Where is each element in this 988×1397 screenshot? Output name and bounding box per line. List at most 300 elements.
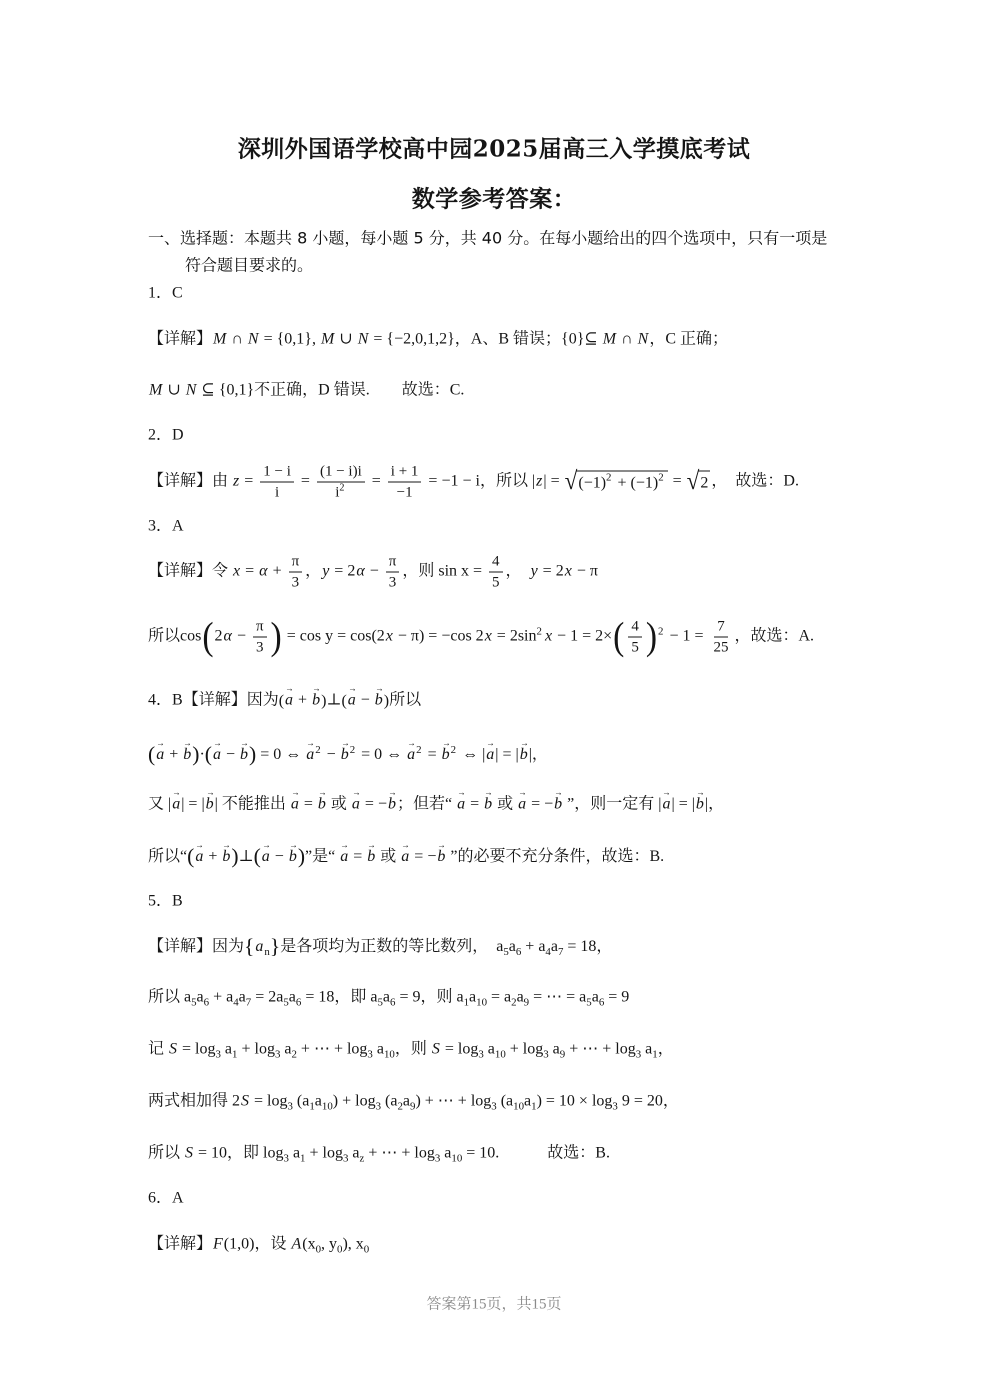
text-run: ，: [305, 562, 322, 580]
fraction: [260, 463, 294, 502]
text-run: 【详解】因为: [148, 938, 245, 956]
subscript: 10: [513, 1100, 525, 1113]
text-run: a: [314, 1092, 322, 1110]
text-run: 9 = 20，: [617, 1092, 679, 1110]
text-run: + (−1): [613, 474, 659, 492]
subscript: 5: [377, 996, 383, 1009]
superscript: 2: [450, 743, 457, 756]
text-run: 记: [148, 1040, 169, 1058]
text-run: 7: [717, 618, 725, 635]
text-run: a: [469, 988, 477, 1006]
text-run: | =: [543, 472, 564, 490]
math-variable: z: [233, 472, 240, 490]
text-run: ) + ⋯ + log: [415, 1092, 492, 1110]
text-run: a: [516, 988, 524, 1006]
fraction-denominator: [253, 638, 267, 657]
bracket: ): [249, 741, 257, 766]
question-3-answer: [148, 517, 184, 538]
vector: a →: [400, 847, 410, 866]
text-run: a: [238, 988, 246, 1006]
answer-choice: B: [172, 892, 183, 910]
subscript: 0: [315, 1243, 322, 1256]
math-variable: α: [259, 562, 268, 580]
text-run: + log: [305, 1144, 343, 1162]
vector: a →: [339, 847, 349, 866]
large-paren: (: [202, 615, 214, 658]
fraction-denominator: [289, 573, 303, 592]
text-run: 或: [326, 795, 351, 813]
text-run: ·: [199, 746, 205, 764]
question-number: 3．: [148, 517, 173, 535]
text-run: −: [322, 746, 340, 764]
bracket: ): [321, 692, 327, 710]
text-run: = 9: [604, 988, 630, 1006]
text-run: = 0 ⇔: [357, 746, 407, 764]
text-run: 1 − i: [263, 463, 291, 480]
bracket: (: [278, 692, 285, 710]
vector: b →: [553, 795, 563, 814]
text-run: = 2: [330, 562, 356, 580]
math-variable: N: [637, 330, 649, 348]
subscript: 5: [283, 996, 289, 1009]
text-run: − 1 =: [665, 627, 708, 645]
text-run: = −: [360, 795, 387, 813]
text-run: − π) = −cos 2: [393, 627, 484, 645]
fraction-denominator: [386, 573, 400, 592]
text-run: +: [268, 562, 286, 580]
text-run: a: [220, 1040, 233, 1058]
text-run: π: [255, 618, 264, 635]
text-run: 3: [291, 574, 300, 591]
question-6-detail-line-1: [148, 1235, 369, 1256]
subscript: 3: [274, 1048, 281, 1061]
text-run: (−1): [578, 474, 607, 492]
text-run: = a: [487, 988, 512, 1006]
math-variable: S: [431, 1040, 440, 1058]
large-paren: ): [270, 615, 282, 658]
text-run: ⇔ |: [458, 746, 486, 764]
text-run: 故选：B.: [499, 1144, 610, 1162]
page-footer: 答案第15页，共15页: [426, 1296, 562, 1313]
text-run: = cos y = cos(2: [282, 627, 385, 645]
text-run: −: [232, 627, 250, 645]
text-run: 5: [492, 574, 500, 591]
math-variable: M: [320, 330, 335, 348]
subscript: 10: [451, 1152, 463, 1165]
fraction-numerator: [260, 463, 294, 483]
fraction-numerator: [253, 618, 267, 638]
text-run: = 18，即 a: [301, 988, 378, 1006]
text-run: 3: [256, 639, 264, 656]
text-run: ∪: [163, 381, 185, 399]
subscript: 1: [463, 996, 470, 1009]
question-5-detail-line-2: [148, 988, 629, 1009]
math-variable: y: [530, 562, 538, 580]
subscript: 9: [410, 1100, 416, 1113]
answer-choice: D: [172, 426, 184, 444]
question-4-answer: [148, 691, 421, 712]
subscript: 1: [531, 1100, 537, 1113]
subscript: 4: [545, 946, 551, 959]
question-5-detail-line-3: [148, 1040, 674, 1061]
text-run: ；但若“: [396, 795, 457, 813]
subscript: 2: [397, 1100, 403, 1113]
math-variable: S: [241, 1092, 250, 1110]
subscript: 3: [375, 1100, 382, 1113]
text-run: | 不能推出: [214, 795, 290, 813]
text-run: + ⋯ + log: [296, 1040, 368, 1058]
text-run: a: [550, 938, 558, 956]
subscript: 9: [523, 996, 530, 1009]
text-run: ，A、B 错误；: [454, 330, 562, 348]
bracket: (: [204, 741, 212, 766]
superscript: 2: [658, 625, 664, 638]
text-run: + log: [237, 1040, 275, 1058]
bracket: (: [253, 843, 261, 868]
text-run: | = |: [671, 795, 695, 813]
text-run: ”，则一定有 |: [563, 795, 662, 813]
text-run: + ⋯ + log: [565, 1040, 636, 1058]
question-6-answer: [148, 1189, 184, 1210]
vector: b →: [441, 745, 451, 764]
subscript: n: [264, 946, 270, 959]
subscript: 2: [291, 1048, 297, 1061]
text-run: ，则 sin x =: [402, 562, 487, 580]
square-root: [686, 467, 711, 496]
text-run: = 2a: [251, 988, 284, 1006]
text-run: ”的必要不充分条件，故选：B.: [446, 848, 665, 866]
answer-choice: C: [172, 284, 183, 302]
subscript: 3: [215, 1048, 221, 1061]
radicand: [698, 470, 710, 494]
subscript: 6: [203, 996, 210, 1009]
question-3-detail-line-1: [148, 553, 598, 592]
text-run: (x: [302, 1235, 316, 1253]
math-variable: S: [185, 1144, 194, 1162]
fraction-numerator: [386, 553, 400, 573]
bracket: ): [297, 843, 306, 868]
math-variable: x: [564, 562, 572, 580]
subscript: 9: [559, 1048, 566, 1061]
text-run: a: [591, 988, 599, 1006]
text-run: ∩: [617, 330, 637, 348]
vector: b →: [317, 795, 327, 814]
text-run: ， 故选：D.: [711, 472, 799, 490]
text-run: +: [165, 746, 183, 764]
question-5-answer: [148, 892, 183, 913]
text-run: |，: [528, 746, 548, 764]
text-run: 4: [631, 618, 639, 635]
subscript: 3: [478, 1048, 484, 1061]
text-run: ，故选：A.: [734, 627, 815, 645]
question-4-detail-line-2: [148, 795, 724, 816]
bracket: (: [187, 843, 195, 868]
bracket: (: [341, 692, 347, 710]
math-variable: x: [484, 627, 492, 645]
text-run: a: [402, 1092, 410, 1110]
text-run: −: [365, 562, 383, 580]
text-run: + a: [521, 938, 546, 956]
vector: b →: [366, 847, 376, 866]
text-run: (a: [292, 1092, 310, 1110]
text-run: a: [280, 1040, 292, 1058]
math-variable: N: [185, 381, 197, 399]
question-number: 5．: [148, 892, 173, 910]
text-run: = 18，: [563, 938, 613, 956]
text-run: −: [356, 691, 374, 709]
radicand: [576, 470, 667, 494]
fraction: [710, 618, 731, 657]
vector: b →: [483, 795, 493, 814]
math-variable: α: [356, 562, 365, 580]
text-run: π: [291, 553, 300, 570]
vector: a →: [171, 795, 181, 814]
subscript: 10: [383, 1048, 395, 1061]
text-run: a: [348, 1144, 360, 1162]
text-run: 25: [713, 639, 729, 656]
square-root: [564, 467, 668, 496]
text-run: 所以: [389, 691, 422, 709]
subscript: 3: [367, 1048, 373, 1061]
fraction-numerator: [289, 553, 303, 573]
answer-choice: A: [172, 517, 184, 535]
text-run: 【详解】由: [148, 472, 233, 490]
subscript: 3: [283, 1152, 289, 1165]
answer-key-heading: 数学参考答案：: [411, 185, 577, 213]
fraction: [489, 553, 503, 592]
vector: b →: [239, 745, 249, 764]
vector: b →: [205, 795, 215, 814]
math-variable: F: [213, 1235, 223, 1253]
subscript: 3: [612, 1100, 618, 1113]
text-run: | = |: [181, 795, 205, 813]
fraction: [317, 463, 365, 502]
vector: a →: [351, 795, 361, 814]
subscript: 2: [511, 996, 517, 1009]
text-run: =: [241, 562, 259, 580]
subscript: 6: [390, 996, 396, 1009]
text-run: 4: [492, 553, 500, 570]
vector: b →: [311, 691, 321, 710]
text-run: = −: [527, 795, 554, 813]
fraction-numerator: [714, 618, 728, 638]
text-run: = log: [178, 1040, 216, 1058]
text-run: −: [221, 746, 239, 764]
vector: a →: [485, 745, 495, 764]
vector: b →: [288, 847, 298, 866]
radical-sign: √: [564, 467, 578, 496]
exam-title: 深圳外国语学校高中园2025届高三入学摸底考试: [237, 135, 751, 163]
text-run: a: [508, 938, 516, 956]
text-run: =: [296, 472, 314, 490]
fraction: [289, 553, 303, 592]
text-run: + log: [505, 1040, 544, 1058]
text-run: = log: [440, 1040, 479, 1058]
vector: a →: [194, 847, 204, 866]
answer-choice: A: [172, 1189, 184, 1207]
text-run: i: [275, 484, 280, 501]
fraction-denominator: [332, 483, 349, 502]
fraction: [386, 553, 400, 592]
bracket: ): [192, 741, 200, 766]
question-number: 4．: [148, 691, 173, 709]
vector: b →: [374, 691, 384, 710]
vector: a →: [155, 745, 165, 764]
text-run: =: [349, 848, 367, 866]
subscript: 5: [503, 946, 509, 959]
text-run: ，C 正确；: [649, 330, 729, 348]
fraction-denominator: [628, 638, 642, 657]
text-run: a: [548, 1040, 560, 1058]
text-run: a: [641, 1040, 653, 1058]
bracket: ): [231, 843, 239, 868]
subscript: 3: [434, 1152, 441, 1165]
subscript: 1: [232, 1048, 238, 1061]
text-run: = log: [250, 1092, 288, 1110]
question-4-detail-line-3: [148, 843, 665, 868]
question-1-detail-line-2: [148, 381, 464, 402]
text-run: = 9，则 a: [395, 988, 464, 1006]
text-run: = ⋯ = a: [529, 988, 587, 1006]
text-run: 不正确，D 错误. 故选：C.: [254, 381, 465, 399]
question-number: 2．: [148, 426, 173, 444]
question-4-inline-detail: [183, 692, 421, 709]
math-variable: N: [357, 330, 369, 348]
subscript: 0: [363, 1243, 370, 1256]
text-run: | = |: [495, 746, 519, 764]
question-1-answer: [148, 284, 183, 305]
text-run: =: [668, 472, 686, 490]
text-run: {0}⊆: [561, 330, 602, 348]
text-run: − 1 = 2×: [553, 627, 613, 645]
question-5-detail-line-4: [148, 1092, 679, 1113]
vector: b →: [387, 795, 397, 814]
math-variable: N: [247, 330, 259, 348]
subscript: 0: [337, 1243, 343, 1256]
superscript: 2: [658, 471, 664, 484]
subscript: 6: [515, 946, 522, 959]
text-run: =: [299, 795, 317, 813]
vector: a →: [305, 745, 315, 764]
vector: a →: [290, 795, 300, 814]
math-variable: α: [223, 627, 232, 645]
fraction-numerator: [388, 463, 422, 483]
subscript: 5: [586, 996, 592, 1009]
vector: a →: [661, 795, 671, 814]
fraction-numerator: [628, 618, 642, 638]
fraction-numerator: [317, 463, 365, 483]
text-run: a: [288, 1144, 301, 1162]
text-run: = 2sin: [492, 627, 537, 645]
bracket: {: [244, 933, 255, 958]
vector: b →: [182, 745, 192, 764]
radical-sign: √: [686, 467, 700, 496]
text-run: a: [382, 988, 390, 1006]
text-run: 两式相加得 2: [148, 1092, 241, 1110]
text-run: =: [466, 795, 484, 813]
superscript: 2: [416, 743, 422, 756]
subscript: 3: [287, 1100, 293, 1113]
subscript: 10: [321, 1100, 333, 1113]
large-paren: (: [613, 615, 625, 658]
text-run: 是各项均为正数的等比数列， a: [280, 938, 504, 956]
text-run: 所以: [148, 1144, 185, 1162]
text-run: 或: [493, 795, 518, 813]
math-variable: S: [169, 1040, 178, 1058]
text-run: ，: [505, 562, 530, 580]
subscript: 10: [476, 996, 487, 1009]
text-run: (1,0)，设: [223, 1235, 291, 1253]
subscript: z: [359, 1152, 365, 1165]
text-run: + a: [209, 988, 234, 1006]
text-run: = {−2,0,1,2}: [369, 330, 455, 348]
subscript: 6: [295, 996, 302, 1009]
text-run: (1 − i)i: [319, 463, 362, 480]
vector: a →: [284, 691, 294, 710]
text-run: 所以cos: [148, 627, 202, 645]
text-run: +: [294, 691, 312, 709]
vector: a →: [406, 745, 416, 764]
text-run: ”是“: [305, 848, 340, 866]
subscript: 10: [494, 1048, 506, 1061]
fraction-denominator: [272, 483, 282, 502]
fraction-numerator: [489, 553, 503, 573]
math-variable: M: [602, 330, 617, 348]
text-run: ，: [657, 1040, 674, 1058]
fraction: [628, 618, 642, 657]
text-run: 【详解】: [148, 1235, 213, 1253]
vector: b →: [695, 795, 705, 814]
text-run: , y: [321, 1235, 338, 1253]
vector: b →: [221, 847, 231, 866]
subscript: 5: [191, 996, 197, 1009]
text-run: a: [196, 988, 204, 1006]
text-run: = 10.: [462, 1144, 500, 1162]
question-5-detail-line-1: [148, 933, 613, 959]
bracket: ): [383, 692, 390, 710]
question-1-detail-line-1: [148, 330, 728, 351]
subscript: 3: [635, 1048, 642, 1061]
math-variable: x: [544, 627, 553, 645]
question-4-detail-line-1: [148, 741, 548, 766]
text-run: ) = 10 × log: [536, 1092, 613, 1110]
text-run: − π: [572, 562, 598, 580]
fraction: [253, 618, 267, 657]
text-run: a: [483, 1040, 495, 1058]
text-run: ) + log: [332, 1092, 376, 1110]
question-number: 1．: [148, 284, 173, 302]
text-run: = −1 − i，所以 |: [424, 472, 536, 490]
subscript: 4: [233, 996, 239, 1009]
subscript: 6: [598, 996, 605, 1009]
bracket: (: [148, 741, 156, 766]
math-variable: y: [322, 562, 330, 580]
fraction: [388, 463, 422, 502]
superscript: 2: [536, 625, 542, 638]
text-run: = −: [410, 848, 437, 866]
text-run: =: [367, 472, 385, 490]
text-run: 【详解】令: [148, 562, 233, 580]
question-3-detail-line-2: [148, 615, 815, 658]
text-run: = {0,1},: [259, 330, 320, 348]
text-run: a: [440, 1144, 452, 1162]
math-variable: M: [149, 381, 163, 399]
math-variable: A: [291, 1235, 302, 1253]
text-run: 3: [388, 574, 397, 591]
section-heading-line-1: 一、选择题：本题共 8 小题，每小题 5 分，共 40 分。在每小题给出的四个选项中，只有一项是: [148, 228, 828, 248]
text-run: ), x: [342, 1235, 364, 1253]
vector: b →: [340, 745, 350, 764]
